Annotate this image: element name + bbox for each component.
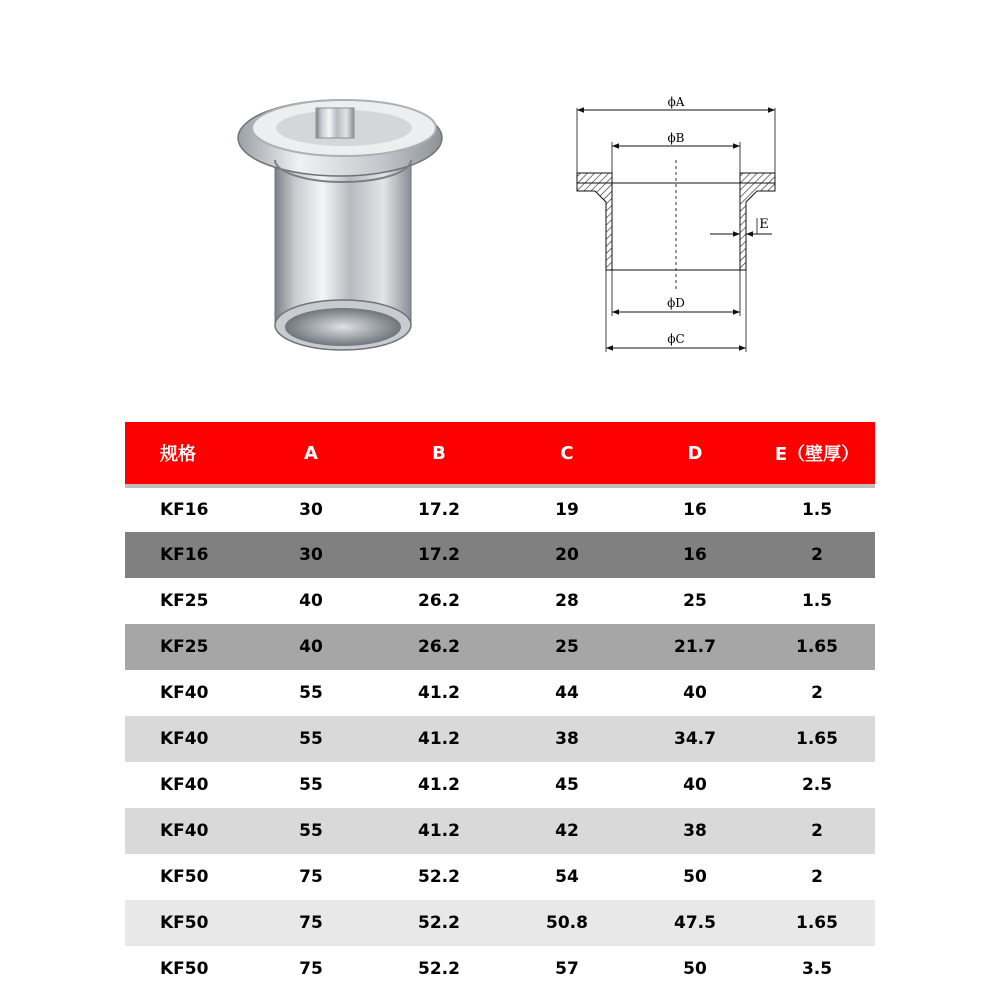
cell-spec: KF40 — [160, 775, 209, 795]
cell-b: 52.2 — [418, 867, 460, 887]
cell-a: 40 — [299, 637, 323, 657]
cell-a: 75 — [299, 959, 323, 979]
cell-a: 55 — [299, 729, 323, 749]
cell-c: 25 — [555, 637, 579, 657]
table-row — [125, 854, 875, 900]
cell-c: 44 — [555, 683, 579, 703]
cell-d: 16 — [683, 500, 707, 520]
dimension-label-b: ϕB — [667, 131, 685, 145]
cell-spec: KF25 — [160, 637, 209, 657]
cell-c: 38 — [555, 729, 579, 749]
cell-d: 16 — [683, 545, 707, 565]
cell-d: 40 — [683, 683, 707, 703]
dimension-label-d: ϕD — [667, 296, 685, 310]
table-row — [125, 486, 875, 532]
cell-b: 52.2 — [418, 913, 460, 933]
dimension-label-a: ϕA — [667, 95, 685, 109]
header-e-wall-thickness: E（壁厚） — [774, 444, 860, 465]
cell-e: 2 — [811, 867, 823, 887]
cell-c: 42 — [555, 821, 579, 841]
cell-b: 17.2 — [418, 545, 460, 565]
header-c: C — [560, 442, 574, 464]
header-a: A — [304, 442, 318, 464]
product-photo — [220, 80, 480, 380]
cell-c: 54 — [555, 867, 579, 887]
table-row — [125, 624, 875, 670]
table-row — [125, 900, 875, 946]
cell-e: 2 — [811, 821, 823, 841]
cell-a: 55 — [299, 683, 323, 703]
cell-e: 1.65 — [796, 729, 838, 749]
flange-section — [577, 160, 775, 292]
cell-b: 52.2 — [418, 959, 460, 979]
cell-d: 47.5 — [674, 913, 716, 933]
cell-spec: KF50 — [160, 959, 209, 979]
cell-c: 45 — [555, 775, 579, 795]
cell-c: 28 — [555, 591, 579, 611]
flange-tube-illustration — [238, 100, 442, 350]
cell-a: 55 — [299, 821, 323, 841]
cell-c: 57 — [555, 959, 579, 979]
header-b: B — [432, 442, 446, 464]
table-row — [125, 670, 875, 716]
cell-a: 30 — [299, 500, 323, 520]
dimension-label-e: E — [759, 217, 769, 232]
cell-a: 75 — [299, 867, 323, 887]
spec-table — [125, 422, 875, 992]
cell-d: 21.7 — [674, 637, 716, 657]
table-body — [125, 486, 875, 992]
cell-e: 1.5 — [801, 500, 833, 520]
table-row — [125, 946, 875, 992]
dimension-label-c: ϕC — [667, 332, 685, 346]
header-d: D — [687, 442, 703, 464]
cell-d: 50 — [683, 959, 707, 979]
cell-c: 20 — [555, 545, 579, 565]
cell-spec: KF40 — [160, 729, 209, 749]
cell-e: 1.5 — [801, 591, 833, 611]
cell-a: 75 — [299, 913, 323, 933]
dimension-diagram — [560, 80, 800, 360]
cell-a: 40 — [299, 591, 323, 611]
cell-spec: KF16 — [160, 545, 209, 565]
cell-b: 41.2 — [418, 683, 460, 703]
cell-e: 2.5 — [801, 775, 833, 795]
table-header-row — [125, 422, 875, 486]
cell-e: 3.5 — [801, 959, 833, 979]
cell-e: 1.65 — [796, 913, 838, 933]
table-row — [125, 532, 875, 578]
table-row — [125, 578, 875, 624]
cell-d: 50 — [683, 867, 707, 887]
cell-b: 41.2 — [418, 821, 460, 841]
cell-a: 30 — [299, 545, 323, 565]
cell-b: 41.2 — [418, 775, 460, 795]
cell-e: 2 — [811, 683, 823, 703]
cell-spec: KF40 — [160, 821, 209, 841]
header-spec: 规格 — [160, 444, 196, 465]
cell-b: 41.2 — [418, 729, 460, 749]
cell-c: 19 — [555, 500, 579, 520]
cell-d: 38 — [683, 821, 707, 841]
cell-e: 1.65 — [796, 637, 838, 657]
table-row — [125, 808, 875, 854]
cell-d: 40 — [683, 775, 707, 795]
table-row — [125, 762, 875, 808]
cell-d: 25 — [683, 591, 707, 611]
table-row — [125, 716, 875, 762]
cell-b: 26.2 — [418, 591, 460, 611]
cell-e: 2 — [811, 545, 823, 565]
cell-spec: KF16 — [160, 500, 209, 520]
cell-d: 34.7 — [674, 729, 716, 749]
cell-b: 17.2 — [418, 500, 460, 520]
cell-spec: KF50 — [160, 913, 209, 933]
cell-b: 26.2 — [418, 637, 460, 657]
cell-spec: KF25 — [160, 591, 209, 611]
cell-spec: KF50 — [160, 867, 209, 887]
cell-c: 50.8 — [546, 913, 588, 933]
cell-a: 55 — [299, 775, 323, 795]
cell-spec: KF40 — [160, 683, 209, 703]
